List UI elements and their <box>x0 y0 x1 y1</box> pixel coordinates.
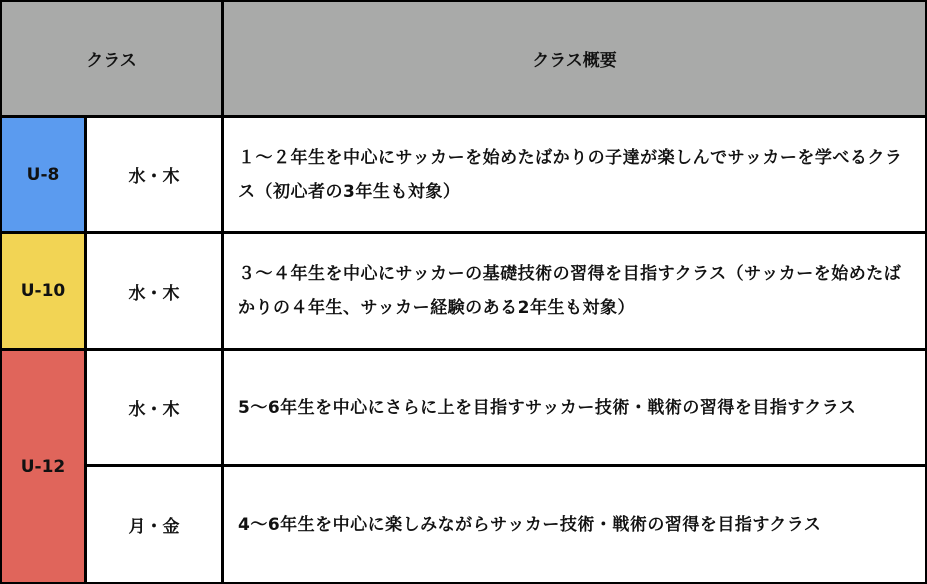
day-cell <box>87 234 221 348</box>
level-label: U-8 <box>26 164 60 185</box>
header-overview <box>224 2 925 115</box>
description-text: 5〜6年生を中心にさらに上を目指すサッカー技術・戦術の習得を目指すクラス <box>238 397 857 418</box>
description-text: 4〜6年生を中心に楽しみながらサッカー技術・戦術の習得を目指すクラス <box>238 514 822 535</box>
day-label: 水・木 <box>128 283 180 304</box>
description-text: ３〜４年生を中心にサッカーの基礎技術の習得を目指すクラス（サッカーを始めたばかりの４年生、サッカー経験のある2年生も対象） <box>238 264 902 318</box>
level-label: U-10 <box>20 281 66 301</box>
header-class <box>2 2 221 115</box>
description-cell <box>224 351 925 464</box>
header-overview-label: クラス概要 <box>532 51 617 71</box>
description-cell <box>224 467 925 582</box>
day-label: 月・金 <box>128 517 180 537</box>
level-label: U-12 <box>20 456 66 477</box>
description-cell <box>224 118 925 231</box>
level-u12 <box>2 351 84 582</box>
day-cell <box>87 351 221 464</box>
day-cell <box>87 467 221 582</box>
level-u8 <box>2 118 84 231</box>
description-text: １〜２年生を中心にサッカーを始めたばかりの子達が楽しんでサッカーを学べるクラス（初心者の3年生も対象） <box>238 147 903 202</box>
header-class-label: クラス <box>86 51 137 71</box>
day-label: 水・木 <box>128 167 180 187</box>
day-label: 水・木 <box>128 400 180 420</box>
day-cell <box>87 118 221 231</box>
level-u10 <box>2 234 84 348</box>
description-cell <box>224 234 925 348</box>
